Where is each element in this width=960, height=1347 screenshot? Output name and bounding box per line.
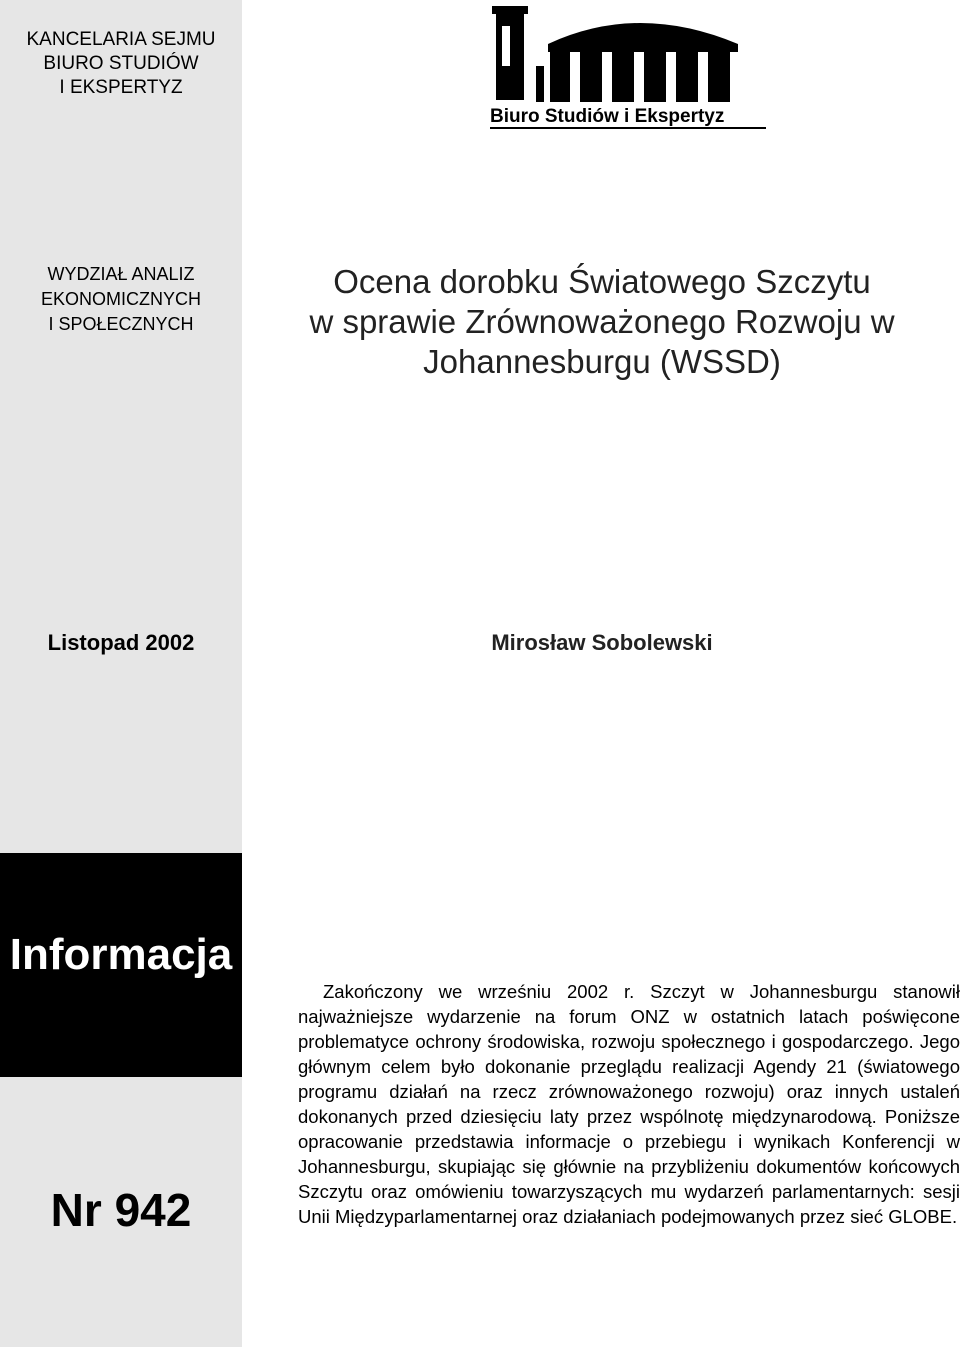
department-line: EKONOMICZNYCH bbox=[40, 289, 201, 309]
title-line: w sprawie Zrównoważonego Rozwoju w bbox=[309, 303, 895, 340]
logo-text: Biuro Studiów i Ekspertyz bbox=[490, 106, 725, 127]
department-name bbox=[0, 262, 242, 337]
building-logo-icon bbox=[488, 6, 768, 132]
title-line: Johannesburgu (WSSD) bbox=[423, 343, 781, 380]
office-line: BIURO STUDIÓW bbox=[43, 53, 199, 74]
series-label: Informacja bbox=[9, 930, 233, 979]
office-line: KANCELARIA SEJMU bbox=[26, 29, 216, 50]
abstract-paragraph: Zakończony we wrześniu 2002 r. Szczyt w Johannesburgu stanowił najważniejsze wydarzenie na forum ONZ w ostatnich latach poświęcone problematyce ochrony środowiska, rozwoju społecznego i gospodarczego. Jego głównym celem było dokonanie przeglądu realizacji Agendy 21 (światowego programu działań na rzecz zrównoważonego rozwoju) oraz innych ustaleń dokonanych przed dziesięciu laty przez wspólnotę międzynarodową. Poniższe opracowanie przedstawia informacje o przebiegu i wynikach Konferencji w Johannesburgu, skupiając się głównie na przybliżeniu dokumentów końcowych Szczytu oraz omówieniu towarzyszących mu wydarzeń parlamentarnych: sesji Unii Międzyparlamentarnej oraz działaniach podejmowanych przez sieć GLOBE. bbox=[298, 981, 960, 1227]
title-line: Ocena dorobku Światowego Szczytu bbox=[333, 263, 871, 300]
sidebar bbox=[0, 0, 242, 1347]
issue-number: Nr 942 bbox=[50, 1184, 192, 1236]
publication-date: Listopad 2002 bbox=[47, 630, 195, 655]
office-line: I EKSPERTYZ bbox=[59, 77, 183, 98]
department-line: I SPOŁECZNYCH bbox=[48, 314, 194, 334]
department-line: WYDZIAŁ ANALIZ bbox=[47, 264, 195, 284]
office-name bbox=[0, 28, 242, 100]
document-title bbox=[262, 262, 942, 382]
logo-dome bbox=[548, 23, 738, 52]
author-name: Mirosław Sobolewski bbox=[491, 630, 713, 655]
